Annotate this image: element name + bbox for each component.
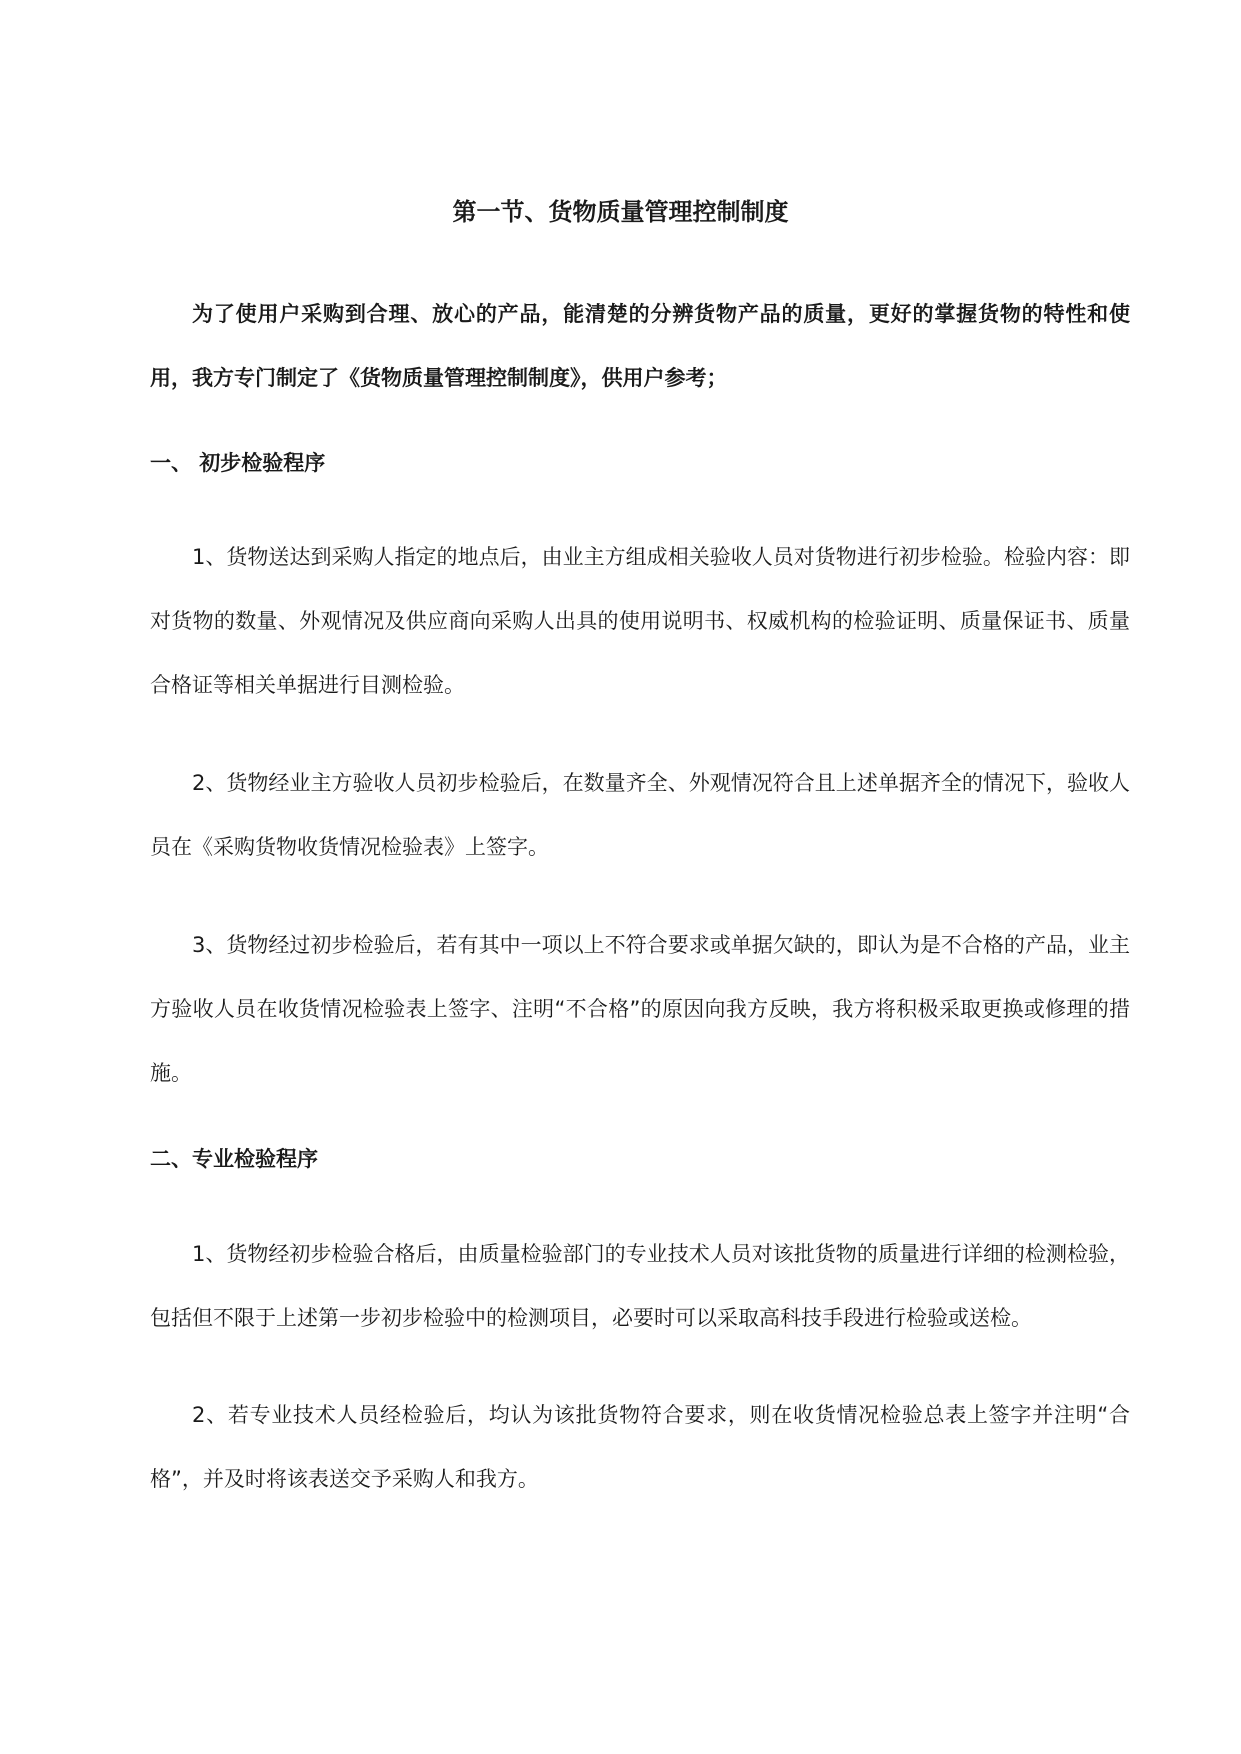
intro-paragraph: 为了使用户采购到合理、放心的产品，能清楚的分辨货物产品的质量，更好的掌握货物的特性和使用，我方专门制定了《货物质量管理控制制度》，供用户参考； <box>150 302 1130 390</box>
paragraph: 1、货物送达到采购人指定的地点后，由业主方组成相关验收人员对货物进行初步检验。检验内容：即对货物的数量、外观情况及供应商向采购人出具的使用说明书、权威机构的检验证明、质量保证书、质量合格证等相关单据进行目测检验。 <box>150 545 1130 697</box>
paragraph: 2、货物经业主方验收人员初步检验后，在数量齐全、外观情况符合且上述单据齐全的情况下，验收人员在《采购货物收货情况检验表》上签字。 <box>150 771 1130 859</box>
section-heading-professional-inspection: 二、专业检验程序 <box>150 1147 318 1171</box>
paragraph: 1、货物经初步检验合格后，由质量检验部门的专业技术人员对该批货物的质量进行详细的检测检验，包括但不限于上述第一步初步检验中的检测项目，必要时可以采取高科技手段进行检验或送检。 <box>150 1242 1130 1330</box>
page-title: 第一节、货物质量管理控制制度 <box>452 198 789 226</box>
section-heading-preliminary-inspection: 一、 初步检验程序 <box>150 451 326 475</box>
paragraph: 3、货物经过初步检验后，若有其中一项以上不符合要求或单据欠缺的，即认为是不合格的产品，业主方验收人员在收货情况检验表上签字、注明“不合格”的原因向我方反映，我方将积极采取更换或修理的措施。 <box>150 933 1130 1085</box>
paragraph: 2、若专业技术人员经检验后，均认为该批货物符合要求，则在收货情况检验总表上签字并注明“合格”，并及时将该表送交予采购人和我方。 <box>150 1403 1130 1491</box>
